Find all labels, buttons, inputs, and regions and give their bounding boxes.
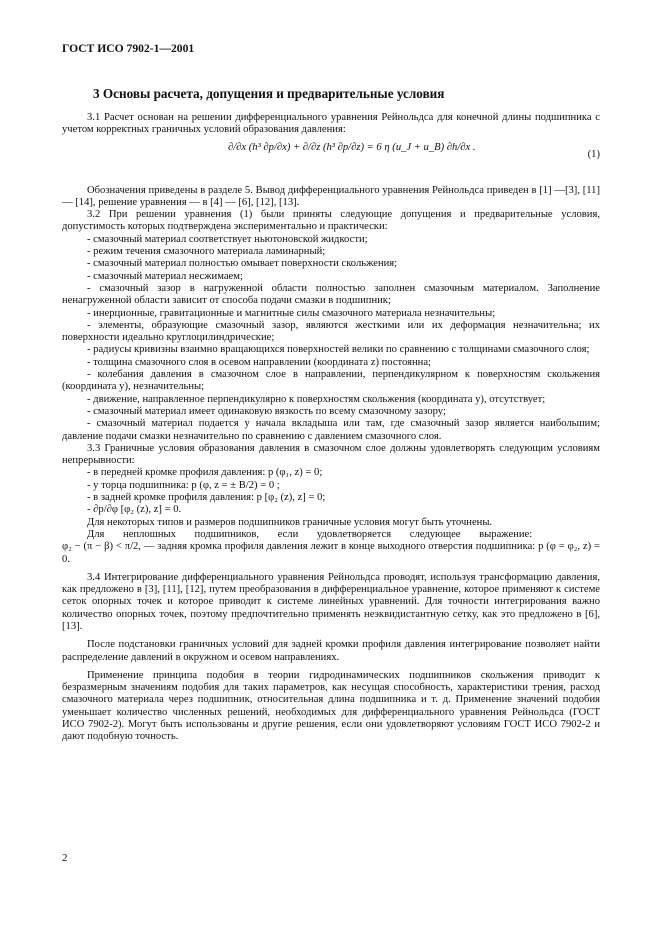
conditions-list [62,467,600,516]
document-page [62,42,600,744]
paragraph-3-2: 3.2 При решении уравнения (1) были приняты следующие допущения и предварительные условия, допустимость которых подтверждена экспериментально и практически: [62,209,600,233]
list-item: - элементы, образующие смазочный зазор, являются жесткими или их деформация незначительна; их поверхности идеально круглоцилиндрические; [62,319,600,344]
list-item: - смазочный материал подается у начала вкладыша или там, где смазочный зазор является наибольшим; давление подачи смазки незначительно по сравнению с давлением смазочного слоя. [62,418,600,442]
paragraph-open-condition: φ₂ − (π − β) < π/2, — задняя кромка профиля давления лежит в конце выходного отверстия подшипника: p (φ = φ₂, z) = 0. [62,541,600,565]
paragraph-3-3: 3.3 Граничные условия образования давления в смазочном слое должны удовлетворять следующим условиям непрерывности: [62,442,600,467]
paragraph-similarity: Применение принципа подобия в теории гидродинамических подшипников скольжения приводит к безразмерным значениям подобия для таких параметров, как несущая способность, характеристики трения, расход смазочного материала через подшипник, относительная длина подшипника и т. д. Применение значений подобия уменьшает количество численных решений, необходимых для дифференциального уравнения Рейнольдса (ГОСТ ИСО 7902-2). Могут быть использованы и другие решения, если они удовлетворяют условиям ГОСТ ИСО 7902-2 и дают подобную точность. [62,669,600,743]
list-item: - толщина смазочного слоя в осевом направлении (координата z) постоянна; [87,356,431,368]
list-item: - смазочный материал несжимаем; [87,270,243,282]
list-item: - смазочный зазор в нагруженной области полностью заполнен смазочным материалом. Заполнение ненагруженной области зависит от способа подачи смазки в подшипник; [62,282,600,307]
section-heading: 3 Основы расчета, допущения и предварительные условия [93,86,445,101]
list-item: - в задней кромке профиля давления: p [φ₂ (z), z] = 0; [87,492,326,504]
reynolds-equation: ∂/∂x (h³ ∂p/∂x) + ∂/∂z (h³ ∂p/∂z) = 6 η (u_J + u_B) ∂h/∂x . [228,141,476,153]
list-item: - колебания давления в смазочном слое в направлении, перпендикулярном к поверхностям скольжения (координата y), незначительны; [62,369,600,393]
list-item: - режим течения смазочного материала ламинарный; [87,246,326,258]
assumptions-list [62,234,600,443]
list-item: - в передней кромке профиля давления: p (φ₁, z) = 0; [87,467,323,479]
paragraph-3-1: 3.1 Расчет основан на решении дифференциального уравнения Рейнольдса для конечной длины подшипника с учетом корректных граничных условий образования давления: [62,112,600,136]
list-item: - ∂p/∂φ [φ₂ (z), z] = 0. [87,504,182,516]
paragraph-refine: Для некоторых типов и размеров подшипников граничные условия могут быть уточнены. [87,516,493,528]
page-number: 2 [62,852,68,864]
paragraph-after-substitution: После подстановки граничных условий для задней кромки профиля давления интегрирование позволяет найти распределение давлений в окружном и осевом направлениях. [62,639,600,663]
equation-1 [62,142,600,172]
paragraph-3-4: 3.4 Интегрирование дифференциального уравнения Рейнольдса проводят, используя трансформацию давления, как предложено в [3], [11], [12], путем преобразования в дифференциальное уравнение, которое применяют к системе сеток опорных точек и которое приводит к системе линейных уравнений. Для точности интегрирования важно количество опорных точек, поэтому предпочтительно применять неэквидистантную сетку, как это предложено в [6], [13]. [62,571,600,632]
running-header: ГОСТ ИСО 7902-1—2001 [62,42,195,55]
equation-number: (1) [587,148,600,160]
list-item: - смазочный материал соответствует ньютоновской жидкости; [87,233,368,245]
list-item: - радиусы кривизны взаимно вращающихся поверхностей велики по сравнению с толщинами смазочного слоя; [87,344,590,356]
paragraph-open-bearings: Для неплошных подшипников, если удовлетворяется следующее выражение: [87,528,533,540]
list-item: - у торца подшипника: p (φ, z = ± B/2) = 0 ; [87,479,280,491]
list-item: - движение, направленное перпендикулярно к поверхностям скольжения (координата y), отсутствует; [87,393,546,405]
list-item: - инерционные, гравитационные и магнитные силы смазочного материала незначительны; [87,307,496,319]
paragraph-notation: Обозначения приведены в разделе 5. Вывод дифференциального уравнения Рейнольдса приведен в [1] —[3], [11] — [14], решение уравнения — в [4] — [6], [12], [13]. [62,184,600,208]
list-item: - смазочный материал полностью омывает поверхности скольжения; [87,258,398,270]
list-item: - смазочный материал имеет одинаковую вязкость по всему смазочному зазору; [87,405,446,417]
